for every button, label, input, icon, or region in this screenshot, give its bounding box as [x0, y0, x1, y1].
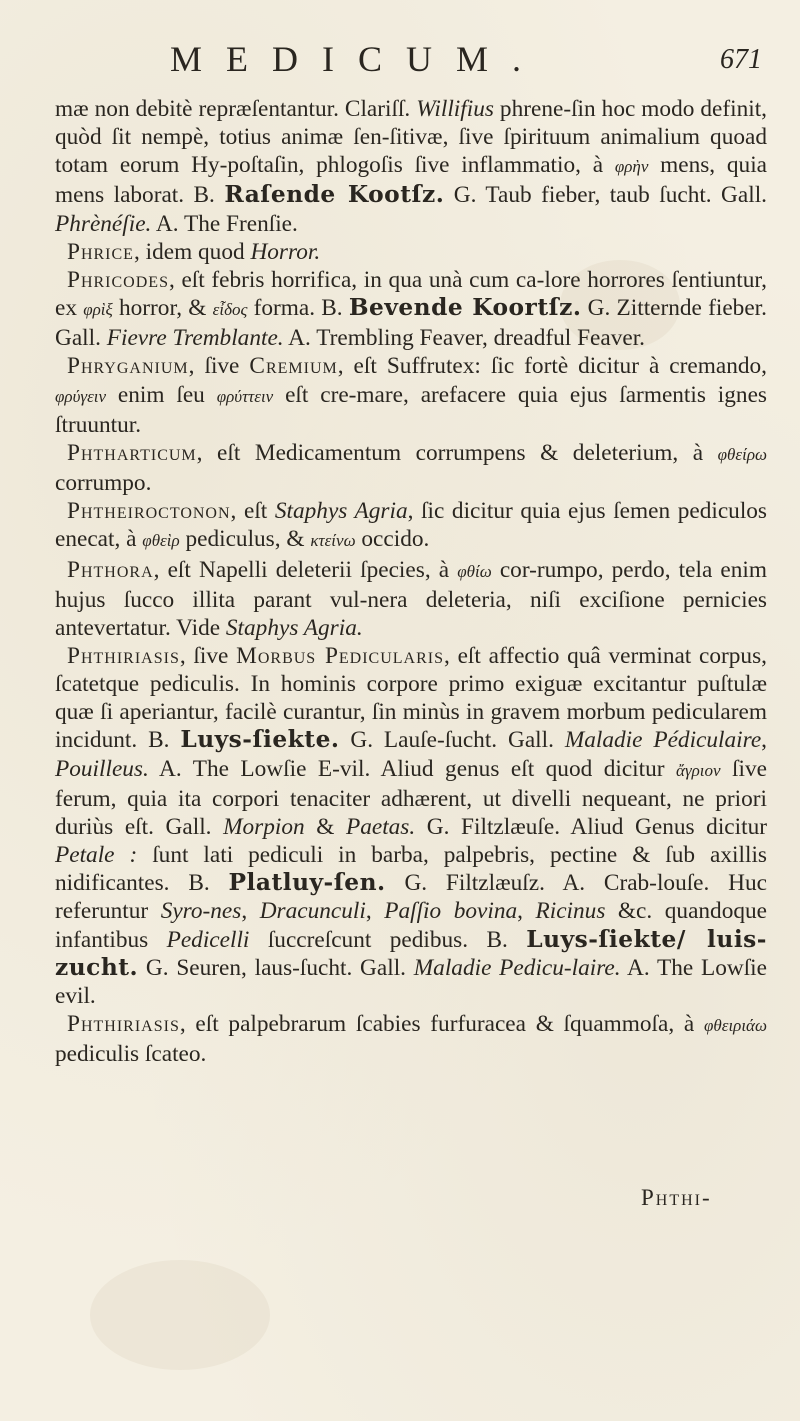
entry-text: phrene-ſin hoc modo definit, quòd ſit nempè, totius animæ ſen-ſitivæ, ſive ſpirituum animalium quoad totam eorum Hy-poſtaſin, phlogoſis ſive inflammatio, à	[55, 96, 768, 179]
dictionary-entry	[55, 238, 767, 266]
entry-text: , ſic dicitur quia ejus ſemen pediculos enecat, à	[55, 498, 768, 553]
italic-term: Pouilleus.	[55, 755, 149, 782]
paper-stain	[90, 1260, 270, 1370]
dictionary-entry	[55, 556, 767, 642]
entry-text: , ſive	[188, 353, 250, 380]
dictionary-entry	[55, 95, 767, 238]
entry-text: forma. B.	[247, 295, 349, 322]
running-head-title: MEDICUM.	[170, 39, 546, 79]
entry-text: G. Zitternde fieber. Gall.	[55, 295, 767, 352]
italic-term: Horror.	[250, 238, 321, 265]
dictionary-entry	[55, 266, 767, 352]
blackletter-term: Platluy-ſen.	[228, 869, 386, 897]
greek-term: φρὴν	[614, 157, 649, 177]
italic-term: Staphys Agria	[274, 498, 408, 525]
greek-term: φρὶξ	[83, 300, 113, 320]
entry-text: mens, quia mens laborat. B.	[55, 152, 768, 209]
entry-text: , eſt Napelli deleterii ſpecies, à	[153, 556, 458, 583]
italic-term: Dracunculi	[259, 898, 366, 925]
page-number: 671	[720, 44, 762, 75]
entry-text: A. The Lowſie evil.	[55, 954, 767, 1009]
entry-text: G. Filtzlæuſz. A. Crab-louſe. Huc referuntur	[55, 870, 767, 925]
entry-text: G. Taub fieber, taub ſucht. Gall.	[444, 182, 767, 209]
dictionary-entry	[55, 497, 767, 555]
dictionary-entries	[55, 95, 767, 1068]
italic-term: Willifius	[416, 96, 494, 122]
catchword: Phthi-	[641, 1185, 712, 1210]
greek-term: εἶδος	[212, 300, 248, 320]
entry-text: , ſive	[179, 642, 237, 669]
entry-text: ſunt lati pediculi in barba, palpebris, pectine & ſub axillis nidificantes. B.	[55, 842, 767, 897]
entry-text: &	[304, 813, 346, 840]
greek-term: φρύττειν	[216, 386, 274, 406]
italic-term: Maladie Pédiculaire	[564, 727, 762, 754]
entry-headword: Cremium	[249, 353, 338, 380]
entry-headword: Phrice	[67, 238, 134, 265]
entry-text: G. Seuren, laus-ſucht. Gall.	[138, 954, 414, 981]
dictionary-entry	[55, 1010, 767, 1068]
entry-text: ,	[517, 898, 536, 925]
entry-headword: Morbus Pedicularis	[236, 642, 445, 669]
running-head	[0, 38, 800, 98]
entry-headword: Phtharticum	[67, 439, 197, 466]
entry-text: G. Lauſe-ſucht. Gall.	[339, 727, 565, 754]
blackletter-term: Bevende Koortſz.	[348, 294, 582, 322]
entry-text: &c. quandoque infantibus	[55, 898, 767, 953]
entry-text: , eſt Suffrutex: ſic fortè dicitur à cremando,	[337, 353, 767, 380]
entry-text: enim ſeu	[106, 381, 217, 408]
italic-term: Staphys Agria.	[225, 614, 363, 641]
blackletter-term: Luys-ſiekte.	[180, 726, 340, 754]
entry-headword: Phthiriasis	[67, 1011, 180, 1037]
entry-text: pediculus, &	[179, 526, 311, 553]
greek-term: φθείρω	[717, 444, 767, 464]
entry-text: A. The Frenſie.	[151, 210, 298, 237]
greek-term: φρύγειν	[55, 386, 107, 406]
entry-text: cor-rumpo, perdo, tela enim hujus ſucco illita parant vul-nera deleteria, niſi exciſione pernicies antevertatur. Vide	[55, 556, 767, 641]
entry-text: pediculis ſcateo.	[55, 1041, 207, 1068]
greek-term: φθίω	[457, 561, 492, 581]
entry-text: occido.	[355, 526, 430, 553]
entry-text: eſt cre-mare, arefacere quia ejus ſarmentis ignes ſtruuntur.	[55, 381, 767, 438]
blackletter-term: Luys-ſiekte/ luis-zucht.	[55, 925, 767, 981]
entry-headword: Phtheiroctonon	[67, 498, 231, 525]
entry-text: horror, &	[112, 295, 213, 322]
entry-text: G. Filtzlæuſe. Aliud Genus dicitur	[415, 813, 767, 840]
entry-text: ſive ferum, quia ita corpori tenaciter adhærent, ut divelli nequeant, ne priori duriùs eſt. Gall.	[55, 755, 767, 840]
entry-text: A. Trembling Feaver, dreadful Feaver.	[283, 325, 646, 352]
entry-text: ,	[241, 898, 260, 925]
italic-term: Maladie Pedicu-laire.	[413, 954, 621, 981]
entry-text: , eſt febris horrifica, in qua unà cum ca-lore horrores ſentiuntur, ex	[55, 266, 767, 322]
italic-term: Paſſio bovina	[384, 898, 518, 925]
greek-term: φθεὶρ	[142, 531, 180, 551]
entry-text: , eſt palpebrarum ſcabies furfuracea & ſquammoſa, à	[179, 1011, 704, 1037]
italic-term: Fievre Tremblante.	[106, 325, 284, 352]
italic-term: Phrènéſie.	[55, 210, 152, 237]
entry-text: ſuccreſcunt pedibus. B.	[249, 926, 527, 953]
italic-term: Syro-nes	[160, 898, 242, 925]
entry-text: , eſt affectio quâ verminat corpus, ſcatetque pediculis. In hominis corpore primo exiguæ excitantur puſtulæ quæ ſi aperiantur, facilè curantur, ſin minùs in gravem morbum pedicularem incidunt. B.	[55, 642, 767, 754]
greek-term: φθειριάω	[704, 1016, 767, 1035]
entry-text: , eſt Medicamentum corrumpens & deleterium, à	[196, 439, 718, 466]
entry-text: A. The Lowſie E-vil. Aliud genus eſt quod dicitur	[148, 755, 677, 782]
entry-text: , eſt	[230, 498, 275, 525]
entry-headword: Phthiriasis	[67, 642, 180, 669]
italic-term: Ricinus	[535, 898, 606, 925]
greek-term: ἄγριον	[676, 760, 721, 780]
entry-headword: Phryganium	[67, 353, 189, 380]
entry-text: corrumpo.	[55, 470, 152, 497]
italic-term: Pedicelli	[166, 926, 250, 953]
entry-headword: Phricodes	[67, 266, 169, 293]
dictionary-entry	[55, 642, 767, 1010]
italic-term: Morpion	[223, 813, 305, 840]
dictionary-entry	[55, 439, 767, 497]
italic-term: Petale :	[55, 842, 138, 869]
greek-term: κτείνω	[310, 531, 356, 551]
entry-headword: Phthora	[67, 556, 154, 583]
italic-term: Paetas.	[345, 813, 416, 840]
entry-text: , idem quod	[133, 238, 251, 265]
entry-text: ,	[365, 898, 385, 925]
blackletter-term: Raſende Kootſz.	[224, 181, 445, 209]
entry-text: mæ non debitè repræſentantur. Clariſſ.	[55, 96, 417, 122]
entry-text: ,	[761, 727, 767, 754]
dictionary-entry	[55, 352, 767, 438]
